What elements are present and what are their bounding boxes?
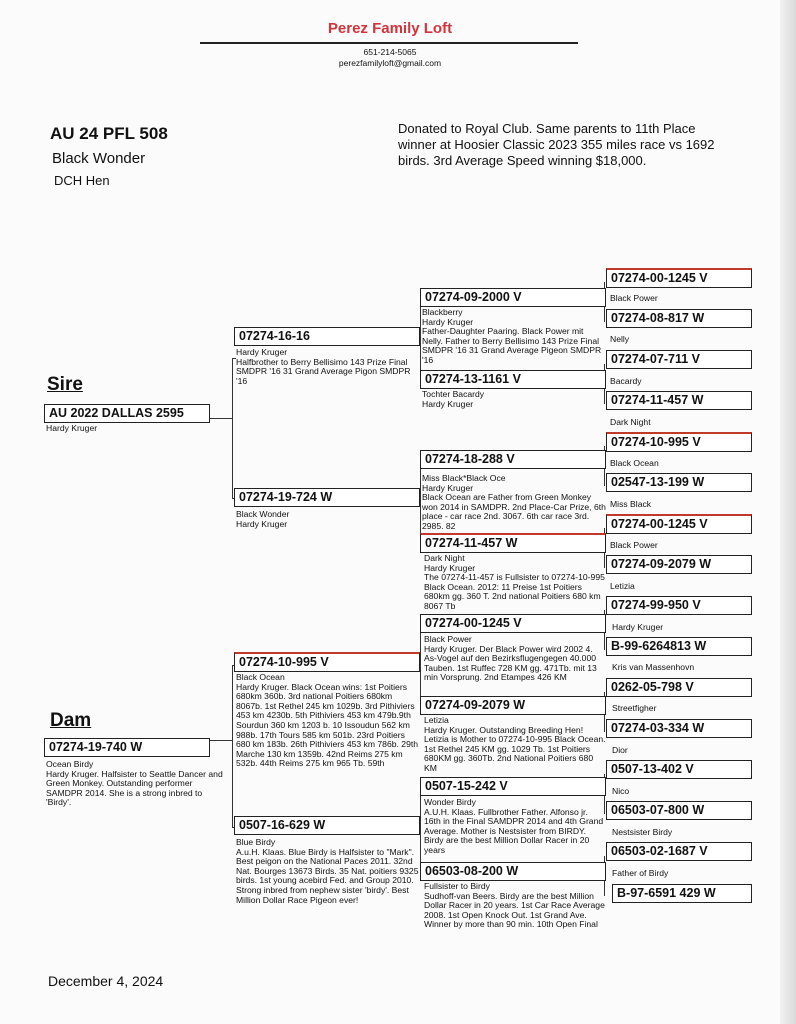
pigeon-name: Black Wonder (52, 150, 146, 167)
dam-desc: Ocean Birdy Hardy Kruger. Halfsister to Seattle Dancer and Green Monkey. Outstanding performer SAMDPR 2014. She is a strong inbred to 'Birdy'. (46, 760, 223, 808)
dam-dam-desc: Blue Birdy A.u.H. Klaas. Blue Birdy is Halfsister to "Mark". Best peigon on the National Paces 2011. 32nd Nat. Bourges 13673 Birds. 35 Nat. poitiers 9325 birds. 1st young acebird Fed. and Group 2010. Strong inbred from nephew sister 'birdy'. Best Million Dollar Race Pigeon ever! (236, 838, 419, 905)
gg-8-band: 07274-09-2079 W (606, 555, 752, 574)
gg-14-band: 06503-07-800 W (606, 801, 752, 820)
gg-9-name: Hardy Kruger (612, 622, 664, 632)
footer-date: December 4, 2024 (48, 973, 164, 989)
gg-14-name: Nestsister Birdy (612, 827, 673, 837)
loft-contact (200, 47, 580, 69)
ssd-desc: Tochter Bacardy Hardy Kruger (422, 390, 485, 409)
connector-line (232, 358, 233, 498)
page-edge-shadow (780, 0, 796, 1024)
connector-line (232, 665, 233, 827)
connector-line (420, 625, 421, 705)
sire-band: AU 2022 DALLAS 2595 (44, 404, 210, 423)
gg-10-name: Kris van Massenhovn (612, 662, 695, 672)
gg-8-name: Letizia (610, 581, 635, 591)
connector-line (210, 740, 232, 741)
gg-2-name: Nelly (610, 334, 630, 344)
connector-line (420, 458, 421, 544)
ssd-band: 07274-13-1161 V (420, 370, 606, 389)
dss-band: 07274-00-1245 V (420, 614, 606, 633)
sire-dam-band: 07274-19-724 W (234, 488, 420, 507)
sds-desc: Miss Black*Black Oce Hardy Kruger Black Ocean are Father from Green Monkey won 2014 in SAMDPR. 2nd Place-Car Prize, 6th place - car race 2nd. 3067. 6th car race 3rd. 2985. 82 (422, 474, 606, 531)
pigeon-band: AU 24 PFL 508 (50, 124, 168, 143)
pigeon-note: Donated to Royal Club. Same parents to 11th Place winner at Hoosier Classic 2023 355 miles race vs 1692 birds. 3rd Average Speed winning $18,000. (398, 121, 715, 168)
sire-dam-desc: Black Wonder Hardy Kruger (236, 510, 290, 529)
gg-13-band: 0507-13-402 V (606, 760, 752, 779)
dam-heading: Dam (50, 710, 92, 731)
connector-line (420, 787, 421, 873)
sire-sire-desc: Hardy Kruger Halfbrother to Berry Bellisimo 143 Prize Final SMDPR '16 31 Grand Average Pigon SMDPR '16 (236, 348, 411, 386)
gg-10-band: B-99-6264813 W (606, 637, 752, 656)
gg-3-name: Bacardy (610, 376, 642, 386)
sire-desc: Hardy Kruger (46, 424, 98, 433)
gg-7-name: Black Power (610, 540, 658, 550)
gg-12-name: Dior (612, 745, 628, 755)
gg-15-name: Father of Birdy (612, 868, 669, 878)
gg-6-name: Miss Black (610, 499, 652, 509)
dam-sire-band: 07274-10-995 V (234, 652, 420, 672)
connector-line (210, 418, 232, 419)
gg-6-band: 02547-13-199 W (606, 473, 752, 492)
dsd-band: 07274-09-2079 W (420, 696, 606, 715)
dsd-desc: Letizia Hardy Kruger. Outstanding Breeding Hen! Letizia is Mother to 07274-10-995 Black Ocean. 1st Rethel 245 KM gg. 1029 Tb. 1st Poitiers 680KM gg. 360Tb. 2nd National Poitiers 680 KM (424, 716, 606, 773)
sire-sire-band: 07274-16-16 (234, 327, 420, 346)
gg-4-band: 07274-11-457 W (606, 391, 752, 410)
gg-15-band: 06503-02-1687 V (606, 842, 752, 861)
gg-9-band: 07274-99-950 V (606, 596, 752, 615)
dam-dam-band: 0507-16-629 W (234, 816, 420, 835)
gg-2-band: 07274-08-817 W (606, 309, 752, 328)
header-divider (200, 42, 578, 44)
sss-band: 07274-09-2000 V (420, 288, 606, 307)
gg-7-band: 07274-00-1245 V (606, 514, 752, 534)
ddd-desc: Fullsister to Birdy Sudhoff-van Beers. Birdy are the best Million Dollar Racer in 20 years. 1st Car Race Average 2008. 1st Open Knock Out. 1st Grand Ave. Winner by more than 90 min. 10th Open Final (424, 882, 605, 930)
sdd-desc: Dark Night Hardy Kruger The 07274-11-457 is Fullsister to 07274-10-995 Black Ocean. 2012: 11 Preise 1st Poitiers 680km gg. 360 T. 2nd national Poitiers 680 km 8067 Tb (424, 554, 605, 611)
sds-band: 07274-18-288 V (420, 450, 606, 469)
dds-band: 0507-15-242 V (420, 777, 606, 796)
ddd-band: 06503-08-200 W (420, 862, 606, 881)
loft-phone: 651-214-5065 (363, 47, 417, 57)
loft-email: perezfamilyloft@gmail.com (338, 58, 442, 68)
dds-desc: Wonder Birdy A.U.H. Klaas. Fullbrother Father. Alfonso jr. 16th in the Final SAMDPR 2014 and 4th Grand Average. Mother is Nestsister from BIRDY. Birdy are the best Million Dollar Racer in 20 years (424, 798, 604, 855)
gg-3-band: 07274-07-711 V (606, 350, 752, 369)
sss-desc: Blackberry Hardy Kruger Father-Daughter Paaring. Black Power mit Nelly. Father to Berry Bellisimo 143 Prize Final SMDPR '16 31 Grand Average Pigeon SMDPR '16 (422, 308, 602, 365)
dam-sire-desc: Black Ocean Hardy Kruger. Black Ocean wins: 1st Poitiers 680km 360b. 3rd national Poitiers 680km 8067b. 1st Rethel 245 km 1029b. 3rd Pithiviers 453 km 4230b. 5th Pithiviers 453 km 479b.9th Sourdun 360 km 1203 b. 10 Issoudun 562 km 988b. 17th Tours 585 km 501b. 23rd Poitiers 680 km 183b. 26th Pithiviers 453 km 786b. 29th Marche 130 km 1359b. 42nd Reims 275 km 532b. 44th Reims 275 km 965 Tb. 59th (236, 673, 419, 769)
gg-5-name: Black Ocean (610, 458, 659, 468)
pigeon-color-sex: DCH Hen (54, 173, 110, 188)
gg-11-name: Streetfigher (612, 703, 657, 713)
sdd-band: 07274-11-457 W (420, 533, 606, 553)
dam-band: 07274-19-740 W (44, 738, 210, 757)
gg-13-name: Nico (612, 786, 630, 796)
sire-heading: Sire (47, 374, 83, 395)
gg-5-band: 07274-10-995 V (606, 432, 752, 452)
gg-16-band: B-97-6591 429 W (612, 884, 752, 903)
gg-4-name: Dark Night (610, 417, 651, 427)
loft-name: Perez Family Loft (327, 20, 453, 37)
gg-12-band: 07274-03-334 W (606, 719, 752, 738)
gg-11-band: 0262-05-798 V (606, 678, 752, 697)
dss-desc: Black Power Hardy Kruger. Der Black Power wird 2002 4. As-Vogel auf den Bezirksflugengegen 40.000 Tauben. 1st Ruffec 728 KM gg. 471Tb. mit 13 min Vorsprung. 2nd Etampes 426 KM (424, 635, 597, 683)
gg-1-band: 07274-00-1245 V (606, 268, 752, 288)
gg-1-name: Black Power (610, 293, 658, 303)
